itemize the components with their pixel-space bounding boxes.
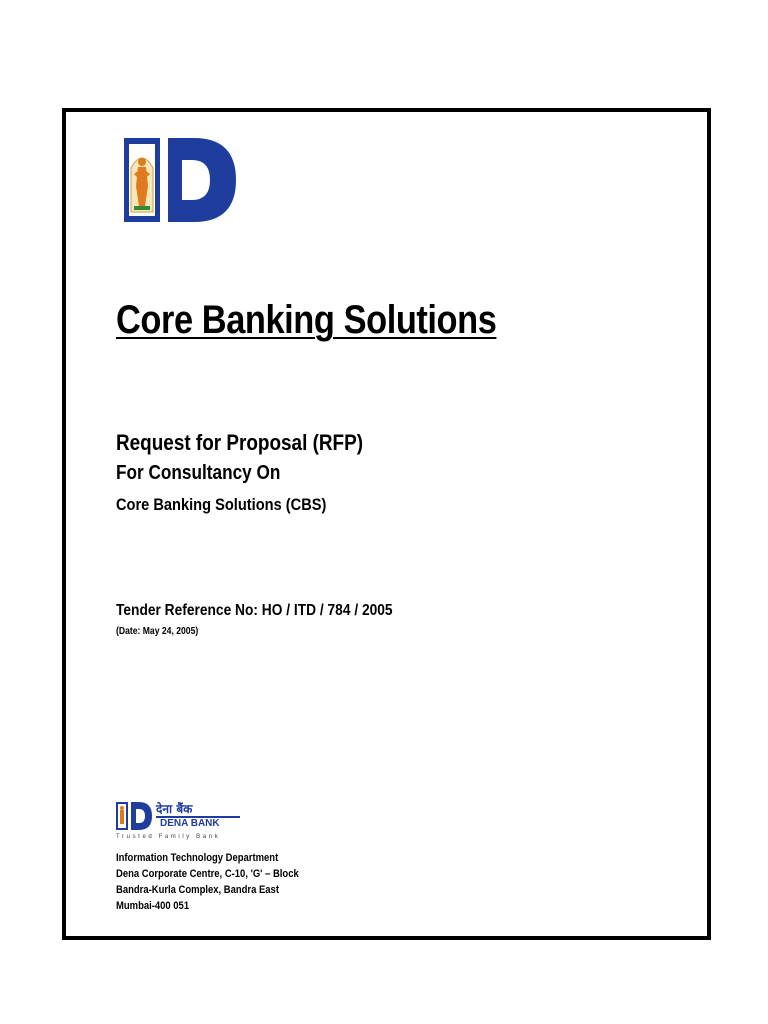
tender-date: (Date: May 24, 2005): [116, 626, 199, 637]
address-line: Information Technology Department: [116, 852, 279, 864]
address-line: Bandra-Kurla Complex, Bandra East: [116, 884, 279, 896]
page-border-frame: [62, 108, 711, 940]
dena-bank-logo-icon: [124, 138, 236, 222]
dena-bank-small-logo: [116, 800, 246, 844]
cbs-subheading: Core Banking Solutions (CBS): [116, 495, 327, 514]
page-title: Core Banking Solutions: [116, 298, 497, 342]
bank-name-hindi: देना बैंक: [156, 802, 193, 816]
bank-name: DENA BANK: [160, 818, 220, 829]
consultancy-subheading: For Consultancy On: [116, 462, 281, 484]
address-line: Mumbai-400 051: [116, 900, 190, 912]
address-line: Dena Corporate Centre, C-10, 'G' – Block: [116, 868, 299, 880]
rfp-heading: Request for Proposal (RFP): [116, 430, 364, 455]
tender-reference: Tender Reference No: HO / ITD / 784 / 2005: [116, 602, 393, 619]
dena-bank-mark-icon: [116, 802, 152, 830]
bank-tagline: Trusted Family Bank: [116, 834, 221, 840]
address-block: [116, 850, 299, 914]
